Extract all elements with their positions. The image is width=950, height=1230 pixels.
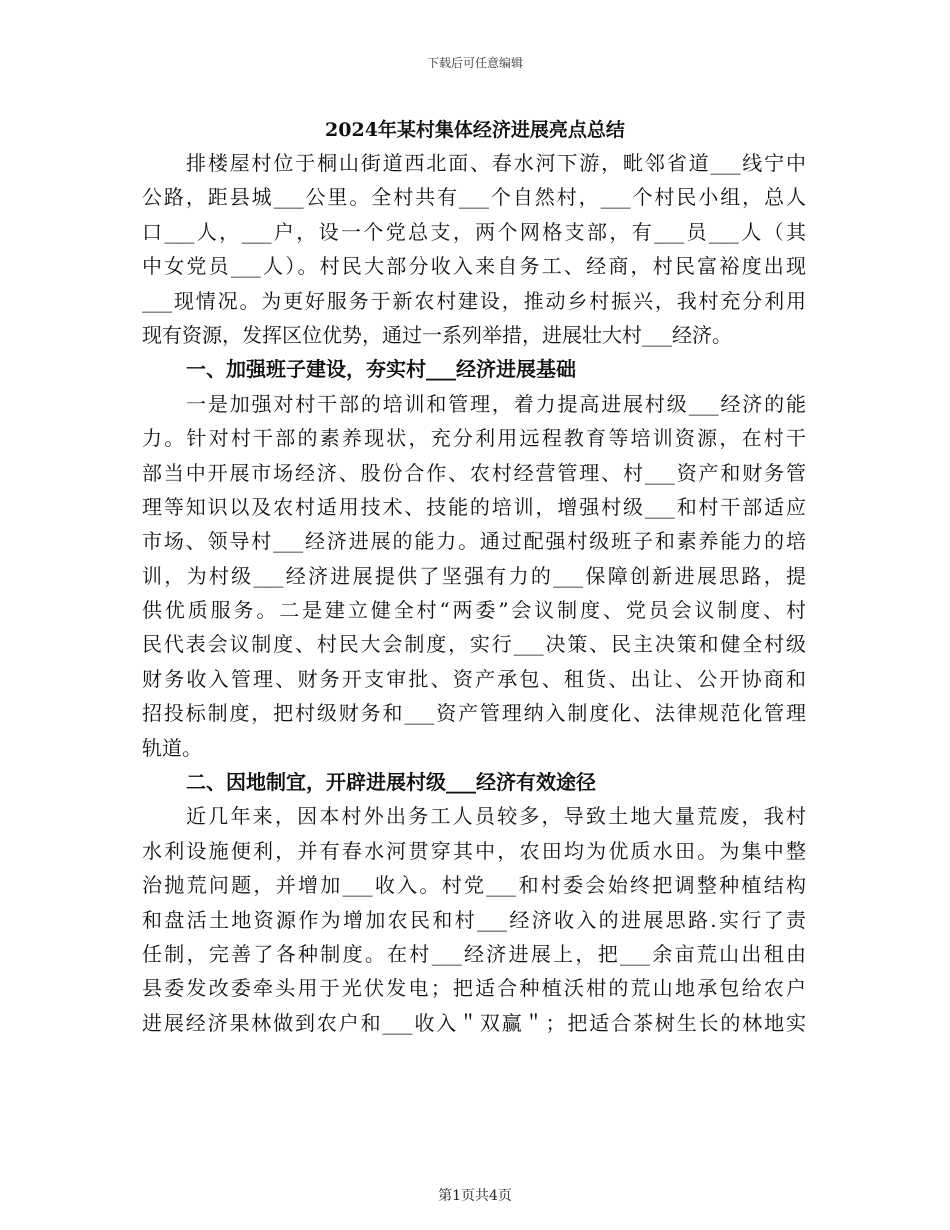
paragraph-line: 近几年来，因本村外出务工人员较多，导致土地大量荒废，我村 bbox=[186, 804, 806, 829]
paragraph-line: 市场、领导村___经济进展的能力。通过配强村级班子和素养能力的培 bbox=[142, 529, 806, 554]
paragraph-line: 招投标制度，把村级财务和___资产管理纳入制度化、法律规范化管理 bbox=[142, 701, 806, 726]
paragraph-line: 进展经济果林做到农户和___收入＂双赢＂；把适合茶树生长的林地实 bbox=[142, 1010, 806, 1035]
section-heading: 二、因地制宜，开辟进展村级___经济有效途径 bbox=[186, 770, 596, 795]
paragraph-line: ___现情况。为更好服务于新农村建设，推动乡村振兴，我村充分利用 bbox=[142, 288, 806, 313]
paragraph-line: 排楼屋村位于桐山街道西北面、春水河下游，毗邻省道___线宁中 bbox=[186, 151, 806, 175]
paragraph-line: 民代表会议制度、村民大会制度，实行___决策、民主决策和健全村级 bbox=[142, 632, 806, 657]
paragraph-line: 力。针对村干部的素养现状，充分利用远程教育等培训资源，在村干 bbox=[142, 426, 806, 451]
paragraph-line: 水利设施便利，并有春水河贯穿其中，农田均为优质水田。为集中整 bbox=[142, 838, 806, 863]
paragraph-line: 治抛荒问题，并增加___收入。村党___和村委会始终把调整种植结构 bbox=[142, 873, 806, 898]
paragraph-line: 公路，距县城___公里。全村共有___个自然村，___个村民小组，总人 bbox=[142, 185, 806, 210]
header-note: 下载后可任意编辑 bbox=[426, 56, 523, 70]
paragraph-line: 和盘活土地资源作为增加农民和村___经济收入的进展思路.实行了责 bbox=[142, 907, 806, 932]
paragraph-line: 部当中开展市场经济、股份合作、农村经营管理、村___资产和财务管 bbox=[142, 460, 806, 485]
paragraph-line: 训，为村级___经济进展提供了坚强有力的___保障创新进展思路，提 bbox=[142, 563, 806, 588]
paragraph-line: 财务收入管理、财务开支审批、资产承包、租货、出让、公开协商和 bbox=[142, 666, 806, 691]
paragraph-line: 供优质服务。二是建立健全村“两委”会议制度、党员会议制度、村 bbox=[142, 598, 806, 623]
page-footer: 第1页共4页 bbox=[438, 1188, 512, 1204]
paragraph-line: 任制，完善了各种制度。在村___经济进展上，把___余亩荒山出租由 bbox=[142, 941, 806, 966]
document-body bbox=[142, 146, 806, 1040]
paragraph-line: 口___人，___户，设一个党总支，两个网格支部，有___员___人（其 bbox=[142, 219, 806, 244]
paragraph-line: 一是加强对村干部的培训和管理，着力提高进展村级___经济的能 bbox=[186, 391, 806, 416]
document-title: 2024年某村集体经济进展亮点总结 bbox=[325, 119, 625, 141]
paragraph-line: 轨道。 bbox=[142, 735, 202, 760]
paragraph-line: 中女党员___人）。村民大部分收入来自务工、经商，村民富裕度出现 bbox=[142, 254, 806, 279]
paragraph-line: 现有资源，发挥区位优势，通过一系列举措，进展壮大村___经济。 bbox=[142, 322, 732, 347]
paragraph-line: 理等知识以及农村适用技术、技能的培训，增强村级___和村干部适应 bbox=[142, 494, 806, 519]
paragraph-line: 县委发改委牵头用于光伏发电；把适合种植沃柑的荒山地承包给农户 bbox=[142, 976, 806, 1001]
section-heading: 一、加强班子建设，夯实村___经济进展基础 bbox=[186, 357, 576, 382]
